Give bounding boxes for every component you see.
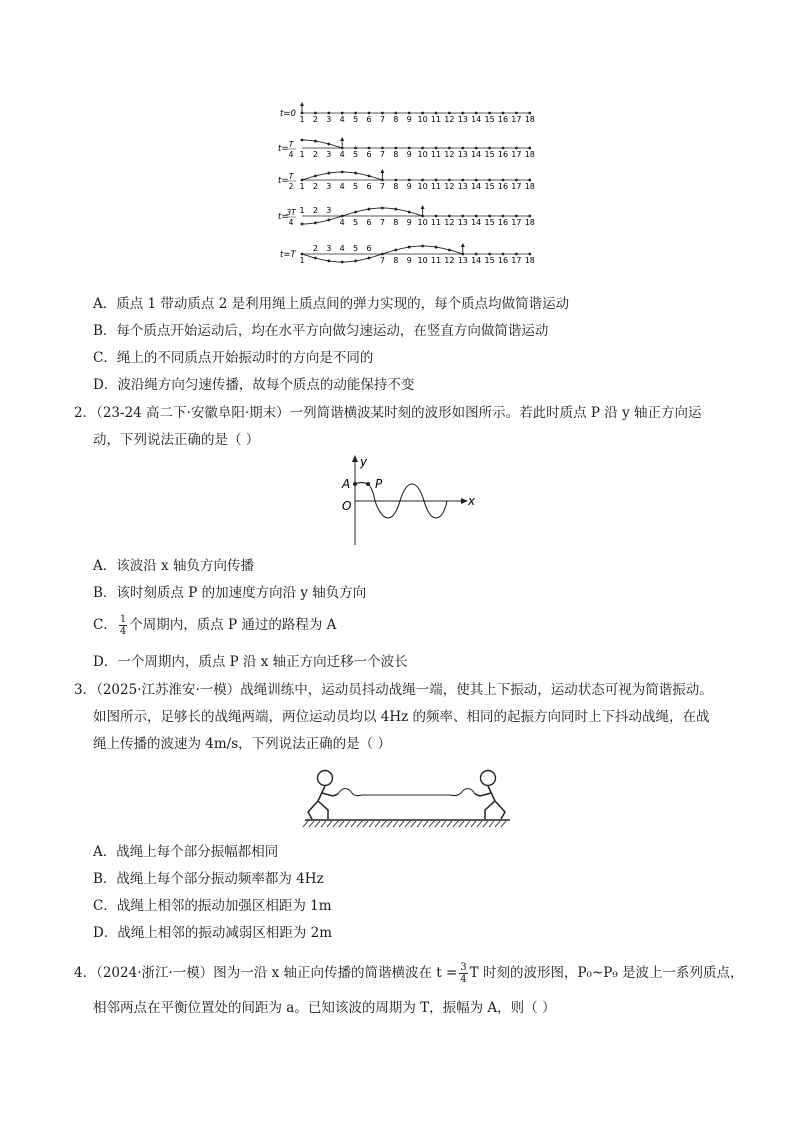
particle-number: 18 — [524, 150, 535, 159]
particle-dot — [528, 112, 531, 115]
particle-number: 14 — [471, 182, 482, 191]
particle-number: 6 — [366, 244, 372, 253]
particle-number: 12 — [444, 115, 455, 124]
particle-number: 14 — [471, 115, 482, 124]
particle-number: 7 — [379, 256, 385, 265]
particle-number: 15 — [484, 218, 495, 227]
particle-dot — [461, 147, 464, 150]
particle-number: 6 — [366, 150, 372, 159]
three-quarter-fraction: $\frac{3}{4}$ — [460, 962, 467, 985]
particle-dot — [421, 147, 424, 150]
particle-dot — [528, 215, 531, 218]
q2-option-a[interactable]: A．该波沿 x 轴负方向传播 — [93, 558, 254, 574]
q3-stem-line1: 3．（2025·江苏淮安·一模）战绳训练中，运动员抖动战绳一端，使其上下振动，运动状态可视为简谐振动。 — [74, 682, 713, 698]
particle-dot — [488, 215, 491, 218]
particle-dot — [435, 215, 438, 218]
particle-dot — [354, 147, 357, 150]
q1-option-c[interactable]: C．绳上的不同质点开始振动时的方向是不同的 — [93, 350, 374, 366]
particle-number: 17 — [511, 115, 522, 124]
option-c-text: 个周期内，质点 P 通过的路程为 A — [129, 617, 337, 633]
particle-number: 9 — [406, 218, 412, 227]
time-row — [280, 102, 535, 124]
particle-dot — [448, 249, 451, 252]
time-label: t=T — [280, 250, 296, 260]
right-athlete-head-icon — [481, 771, 496, 786]
particle-number: 18 — [524, 182, 535, 191]
time-label: t= — [278, 176, 289, 186]
particle-dot — [435, 246, 438, 249]
one-quarter-fraction: $\frac{1}{4}$ — [119, 614, 127, 637]
particle-dot — [341, 112, 344, 115]
q3-option-b[interactable]: B．战绳上每个部分振动频率都为 4Hz — [93, 871, 324, 887]
particle-number: 13 — [457, 218, 468, 227]
particle-dot — [475, 215, 478, 218]
time-label: t=0 — [280, 109, 296, 119]
particle-number: 11 — [430, 218, 442, 227]
up-arrow-icon — [380, 169, 384, 173]
particle-dot — [488, 112, 491, 115]
q4-stem-line2: 相邻两点在平衡位置处的间距为 a。已知该波的周期为 T，振幅为 A，则（ ） — [93, 1000, 556, 1016]
particle-number: 13 — [457, 150, 468, 159]
particle-dot — [354, 112, 357, 115]
particle-dot — [435, 179, 438, 182]
particle-dot — [368, 175, 371, 178]
particle-number: 6 — [366, 182, 372, 191]
wave-curve — [355, 483, 447, 519]
particle-number: 10 — [417, 150, 428, 159]
particle-number: 2 — [312, 182, 318, 191]
particle-number: 8 — [393, 150, 399, 159]
particle-dot — [502, 179, 505, 182]
time-fraction-num: T — [288, 172, 294, 181]
particle-number: 8 — [393, 256, 399, 265]
particle-dot — [314, 175, 317, 178]
particle-number: 11 — [430, 182, 442, 191]
q2-option-c[interactable] — [93, 610, 336, 640]
particle-number: 10 — [417, 182, 428, 191]
particle-number: 12 — [444, 150, 455, 159]
particle-number: 12 — [444, 218, 455, 227]
particle-number: 2 — [312, 150, 318, 159]
particle-number: 1 — [299, 256, 305, 265]
particle-dot — [528, 147, 531, 150]
particle-number: 13 — [457, 182, 468, 191]
particle-dot — [448, 215, 451, 218]
particle-number: 16 — [497, 182, 509, 191]
origin-label: O — [342, 499, 352, 513]
q4-stem-line1 — [74, 958, 744, 988]
battle-rope-figure — [300, 765, 515, 830]
q2-wave-graph — [335, 453, 480, 548]
wave-shape — [302, 140, 342, 148]
particle-dot — [368, 257, 371, 260]
particle-number: 4 — [339, 115, 345, 124]
q1-option-d[interactable]: D．波沿绳方向匀速传播，故每个质点的动能保持不变 — [93, 377, 415, 393]
time-fraction-den: 4 — [288, 150, 294, 159]
particle-dot — [381, 207, 384, 210]
particle-number: 17 — [511, 218, 522, 227]
up-arrow-icon — [340, 137, 344, 141]
particle-dot — [368, 208, 371, 211]
particle-dot — [408, 246, 411, 249]
time-fraction-num: 3T — [286, 208, 296, 217]
particle-dot — [528, 179, 531, 182]
particle-dot — [502, 215, 505, 218]
particle-number: 17 — [511, 256, 522, 265]
particle-number: 10 — [417, 115, 428, 124]
point-a-dot — [353, 482, 357, 486]
battle-rope — [338, 789, 475, 796]
q4-stem-part1: 4．（2024·浙江·一模）图为一沿 x 轴正向传播的简谐横波在 t = — [74, 965, 458, 981]
option-c-prefix: C． — [93, 617, 117, 633]
particle-number: 1 — [299, 150, 305, 159]
up-arrow-icon — [461, 243, 465, 247]
q1-option-b[interactable]: B．每个质点开始运动后，均在水平方向做匀速运动，在竖直方向做简谐运动 — [93, 323, 549, 339]
particle-dot — [381, 112, 384, 115]
particle-dot — [448, 179, 451, 182]
particle-number: 17 — [511, 182, 522, 191]
particle-dot — [435, 112, 438, 115]
particle-dot — [314, 222, 317, 225]
time-row — [278, 205, 535, 227]
particle-dot — [394, 249, 397, 252]
q2-option-d[interactable]: D．一个周期内，质点 P 沿 x 轴正方向迁移一个波长 — [93, 654, 408, 670]
time-fraction-num: T — [288, 140, 294, 149]
particle-number: 14 — [471, 218, 482, 227]
particle-number: 16 — [497, 256, 509, 265]
particle-number: 16 — [497, 150, 509, 159]
particle-dot — [515, 215, 518, 218]
particle-number: 10 — [417, 256, 428, 265]
particle-number: 11 — [430, 115, 442, 124]
particle-dot — [435, 147, 438, 150]
particle-number: 8 — [393, 115, 399, 124]
particle-number: 4 — [339, 150, 345, 159]
particle-number: 12 — [444, 182, 455, 191]
particle-dot — [515, 147, 518, 150]
particle-number: 9 — [406, 182, 412, 191]
particle-number: 5 — [353, 150, 359, 159]
particle-number: 15 — [484, 150, 495, 159]
particle-dot — [475, 147, 478, 150]
particle-number: 7 — [379, 218, 385, 227]
particle-dot — [515, 253, 518, 256]
particle-number: 13 — [457, 256, 468, 265]
y-label: y — [360, 455, 368, 469]
p-label: P — [375, 477, 383, 491]
particle-number: 18 — [524, 115, 535, 124]
up-arrow-icon — [300, 102, 304, 106]
particle-dot — [327, 143, 330, 146]
particle-dot — [488, 179, 491, 182]
particle-dot — [354, 211, 357, 214]
particle-dot — [421, 245, 424, 248]
particle-number: 6 — [366, 115, 372, 124]
up-arrow-icon — [421, 205, 425, 209]
particle-number: 7 — [379, 150, 385, 159]
x-axis-arrow-icon — [461, 498, 468, 504]
particle-dot — [421, 112, 424, 115]
particle-dot — [341, 215, 344, 218]
particle-number: 4 — [339, 182, 345, 191]
particle-number: 7 — [379, 115, 385, 124]
particle-number: 11 — [430, 150, 442, 159]
particle-dot — [314, 257, 317, 260]
q2-stem-line2: 动，下列说法正确的是（ ） — [93, 432, 260, 448]
particle-dot — [488, 253, 491, 256]
particle-number: 9 — [406, 115, 412, 124]
particle-number: 1 — [299, 115, 305, 124]
particle-dot — [327, 219, 330, 222]
particle-number: 8 — [393, 182, 399, 191]
q4-stem-part2: T 时刻的波形图，P₀~P₉ 是波上一系列质点， — [469, 965, 744, 981]
a-label: A — [342, 477, 351, 491]
particle-dot — [448, 147, 451, 150]
particle-dot — [381, 253, 384, 256]
time-fraction-den: 2 — [288, 182, 294, 191]
particle-number: 14 — [471, 256, 482, 265]
particle-dot — [408, 211, 411, 214]
time-row — [278, 137, 535, 159]
right-athlete-body-icon — [475, 786, 505, 819]
particle-dot — [488, 147, 491, 150]
particle-dot — [461, 112, 464, 115]
particle-dot — [327, 260, 330, 263]
particle-number: 3 — [326, 115, 332, 124]
particle-number: 17 — [511, 150, 522, 159]
particle-number: 3 — [326, 182, 332, 191]
particle-dot — [327, 112, 330, 115]
particle-number: 2 — [312, 244, 318, 253]
q3-stem-line2: 如图所示，足够长的战绳两端，两位运动员均以 4Hz 的频率、相同的起振方向同时上下抖动战绳，在战 — [93, 709, 710, 725]
particle-dot — [368, 112, 371, 115]
particle-dot — [301, 139, 304, 142]
particle-dot — [301, 223, 304, 226]
particle-dot — [354, 172, 357, 175]
particle-number: 2 — [312, 115, 318, 124]
particle-dot — [368, 147, 371, 150]
particle-number: 11 — [430, 256, 442, 265]
particle-number: 16 — [497, 115, 509, 124]
particle-dot — [421, 179, 424, 182]
particle-number: 5 — [353, 182, 359, 191]
particle-dot — [341, 261, 344, 264]
particle-dot — [408, 112, 411, 115]
point-p-dot — [366, 482, 370, 486]
particle-number: 5 — [353, 218, 359, 227]
particle-dot — [515, 179, 518, 182]
particle-number: 6 — [366, 218, 372, 227]
wave-propagation-figure — [270, 100, 550, 280]
time-row — [278, 169, 535, 191]
particle-number: 14 — [471, 150, 482, 159]
particle-dot — [394, 179, 397, 182]
particle-dot — [327, 172, 330, 175]
q3-option-a[interactable]: A．战绳上每个部分振幅都相同 — [93, 844, 279, 860]
particle-dot — [394, 147, 397, 150]
particle-dot — [354, 260, 357, 263]
particle-number: 15 — [484, 182, 495, 191]
particle-number: 4 — [339, 244, 345, 253]
q3-option-d[interactable]: D．战绳上相邻的振动减弱区相距为 2m — [93, 925, 333, 941]
particle-number: 3 — [326, 244, 332, 253]
particle-number: 18 — [524, 218, 535, 227]
particle-number: 2 — [312, 206, 318, 215]
particle-number: 5 — [353, 115, 359, 124]
time-label: t= — [278, 144, 289, 154]
particle-dot — [475, 253, 478, 256]
time-row — [280, 243, 535, 265]
q2-stem-line1: 2．（23-24 高二下·安徽阜阳·期末）一列简谐横波某时刻的波形如图所示。若此时质点 P 沿 y 轴正方向运 — [74, 405, 702, 421]
particle-number: 9 — [406, 150, 412, 159]
particle-dot — [502, 253, 505, 256]
particle-dot — [515, 112, 518, 115]
time-label: t= — [278, 212, 289, 222]
particle-dot — [408, 147, 411, 150]
particle-dot — [461, 215, 464, 218]
particle-number: 16 — [497, 218, 509, 227]
particle-number: 1 — [299, 182, 305, 191]
time-fraction-den: 4 — [288, 218, 294, 227]
y-axis-arrow-icon — [352, 455, 358, 462]
particle-number: 10 — [417, 218, 428, 227]
q3-option-c[interactable]: C．战绳上相邻的振动加强区相距为 1m — [93, 898, 332, 914]
x-label: x — [468, 494, 476, 508]
particle-number: 5 — [353, 244, 359, 253]
particle-number: 7 — [379, 182, 385, 191]
particle-dot — [448, 112, 451, 115]
particle-number: 4 — [339, 218, 345, 227]
particle-number: 3 — [326, 150, 332, 159]
particle-dot — [341, 171, 344, 174]
particle-number: 13 — [457, 115, 468, 124]
particle-number: 15 — [484, 256, 495, 265]
particle-number: 3 — [326, 206, 332, 215]
particle-number: 9 — [406, 256, 412, 265]
left-athlete-body-icon — [308, 786, 338, 819]
particle-dot — [301, 179, 304, 182]
particle-dot — [381, 147, 384, 150]
particle-dot — [394, 208, 397, 211]
particle-dot — [475, 179, 478, 182]
particle-dot — [394, 112, 397, 115]
particle-dot — [475, 112, 478, 115]
q1-option-a[interactable]: A．质点 1 带动质点 2 是利用绳上质点间的弹力实现的，每个质点均做简谐运动 — [93, 296, 570, 312]
left-athlete-head-icon — [318, 771, 333, 786]
particle-dot — [502, 112, 505, 115]
q3-stem-line3: 绳上传播的波速为 4m/s，下列说法正确的是（ ） — [93, 736, 391, 752]
particle-dot — [502, 147, 505, 150]
particle-dot — [314, 140, 317, 143]
particle-dot — [314, 112, 317, 115]
q2-option-b[interactable]: B．该时刻质点 P 的加速度方向沿 y 轴负方向 — [93, 585, 367, 601]
particle-dot — [408, 179, 411, 182]
particle-dot — [461, 179, 464, 182]
particle-number: 1 — [299, 206, 305, 215]
particle-dot — [301, 253, 304, 256]
particle-number: 8 — [393, 218, 399, 227]
particle-dot — [528, 253, 531, 256]
particle-number: 15 — [484, 115, 495, 124]
particle-number: 12 — [444, 256, 455, 265]
particle-number: 18 — [524, 256, 535, 265]
